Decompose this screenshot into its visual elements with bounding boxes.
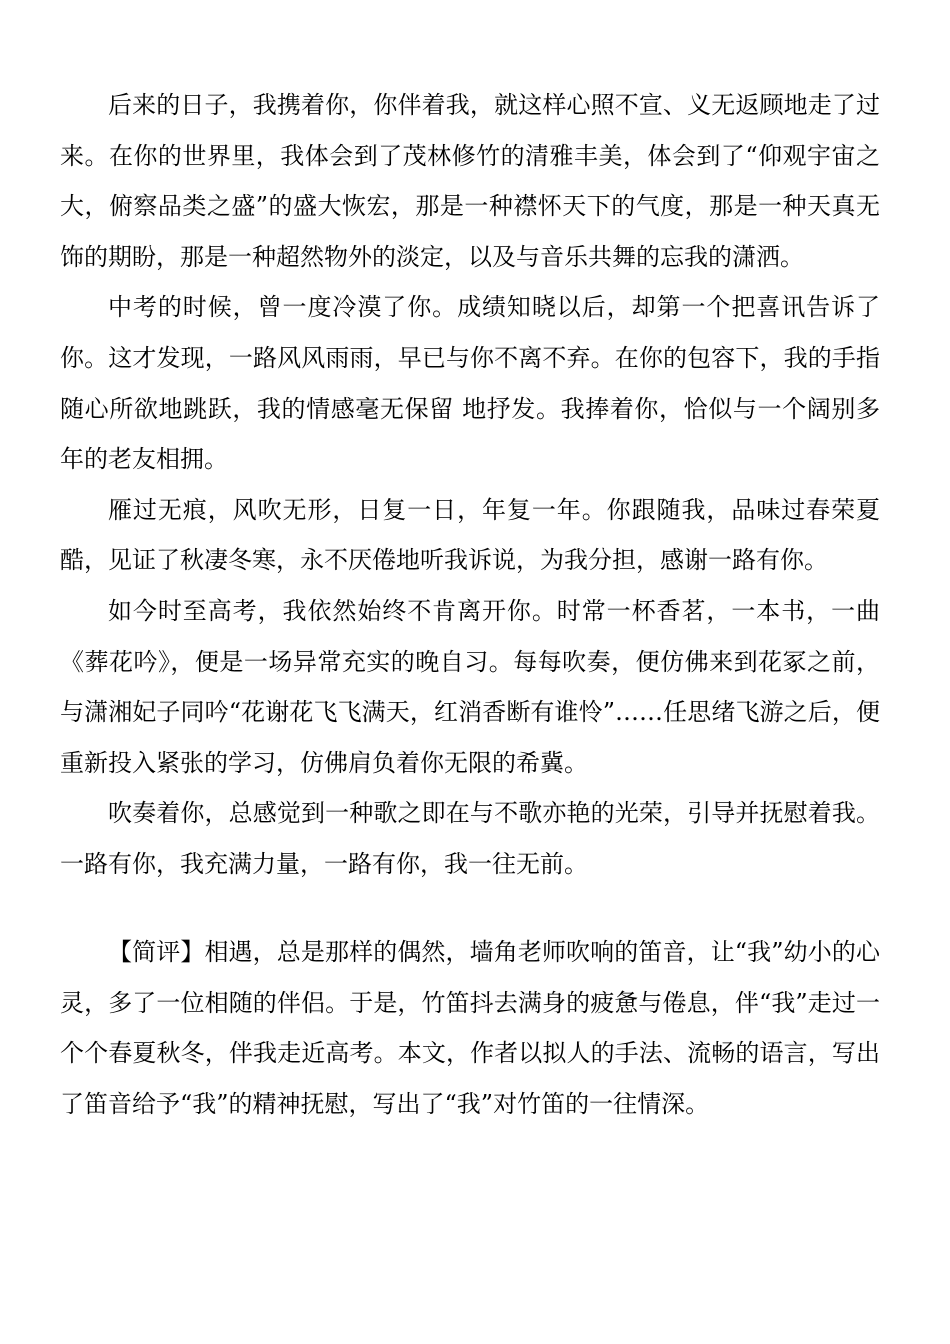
essay-body — [60, 80, 880, 890]
review-label: 【简评】 — [108, 938, 205, 966]
review-paragraph — [60, 927, 880, 1129]
essay-paragraph-5: 吹奏着你，总感觉到一种歌之即在与不歌亦艳的光荣，引导并抚慰着我。一路有你，我充满力量，一路有你，我一往无前。 — [60, 799, 880, 878]
review-text: 相遇，总是那样的偶然，墙角老师吹响的笛音，让“我”幼小的心灵，多了一位相随的伴侣。于是，竹笛抖去满身的疲惫与倦息，伴“我”走过一个个春夏秋冬，伴我走近高考。本文，作者以拟人的手法、流畅的语言，写出了笛音给予“我”的精神抚慰，写出了“我”对竹笛的一往情深。 — [60, 938, 880, 1118]
review-section — [60, 927, 880, 1129]
essay-paragraph-1: 后来的日子，我携着你，你伴着我，就这样心照不宣、义无返顾地走了过来。在你的世界里，我体会到了茂林修竹的清雅丰美，体会到了“仰观宇宙之大，俯察品类之盛”的盛大恢宏，那是一种襟怀天下的气度，那是一种天真无饰的期盼，那是一种超然物外的淡定，以及与音乐共舞的忘我的潇洒。 — [60, 91, 880, 271]
essay-paragraph-3: 雁过无痕，风吹无形，日复一日，年复一年。你跟随我，品味过春荣夏酷，见证了秋凄冬寒，永不厌倦地听我诉说，为我分担，感谢一路有你。 — [60, 495, 880, 575]
essay-paragraph-2: 中考的时候，曾一度冷漠了你。成绩知晓以后，却第一个把喜讯告诉了你。这才发现，一路风风雨雨，早已与你不离不弃。在你的包容下，我的手指随心所欲地跳跃，我的情感毫无保留 地抒发。我捧着你，恰似与一个阔别多年的老友相拥。 — [60, 293, 880, 474]
essay-paragraph-4: 如今时至高考，我依然始终不肯离开你。时常一杯香茗，一本书，一曲《葬花吟》，便是一场异常充实的晚自习。每每吹奏，便仿佛来到花冢之前，与潇湘妃子同吟“花谢花飞飞满天，红消香断有谁怜”……任思绪飞游之后，便重新投入紧张的学习，仿佛肩负着你无限的希冀。 — [60, 596, 880, 777]
